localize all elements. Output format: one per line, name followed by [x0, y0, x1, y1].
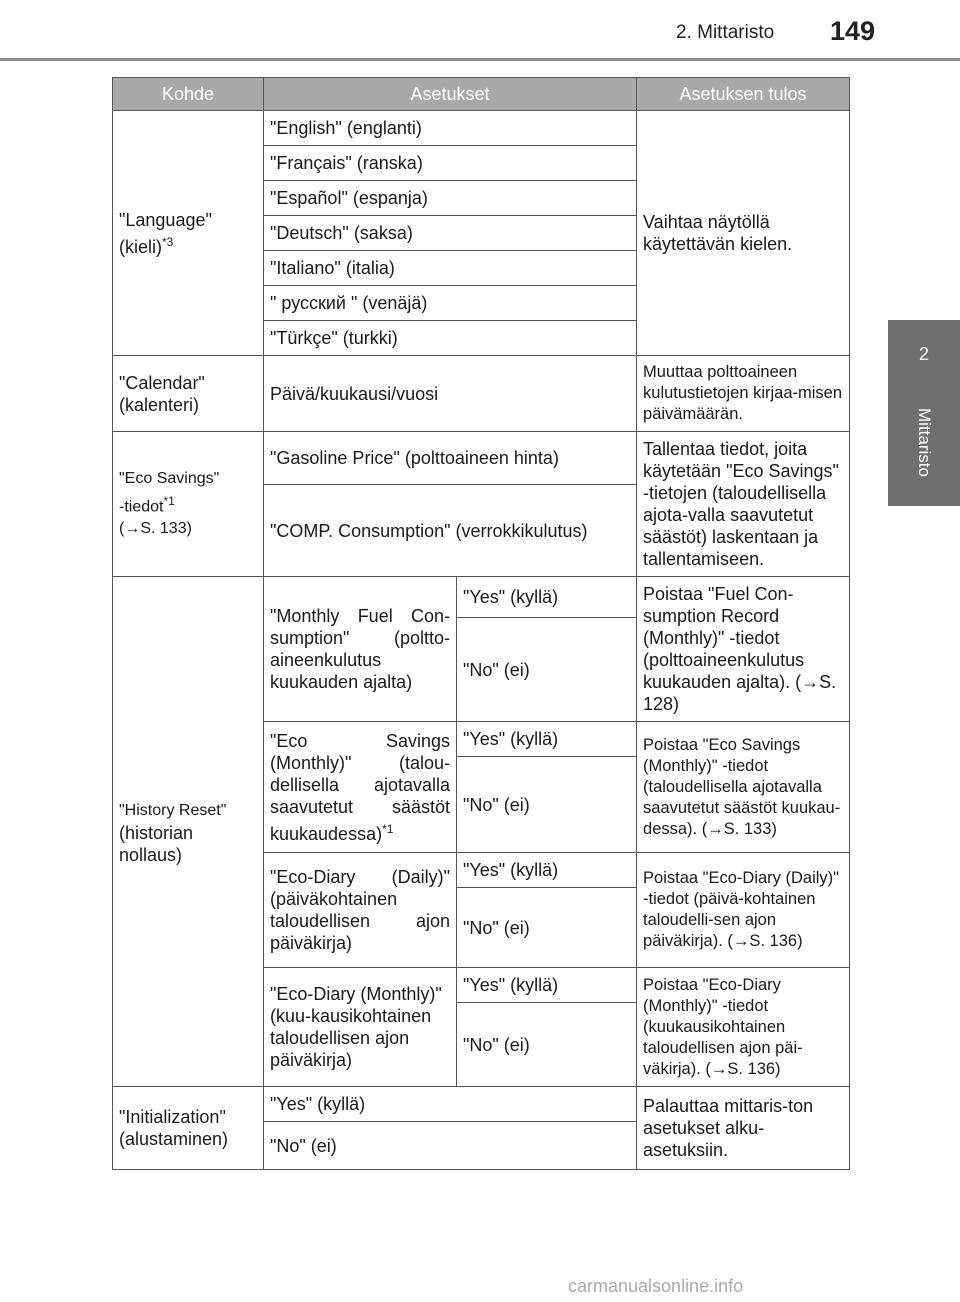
page-number: 149 — [830, 16, 876, 46]
option-no: "No" (ei) — [457, 888, 637, 968]
table-header-row — [113, 78, 850, 111]
option-no: "No" (ei) — [457, 618, 637, 722]
history-result: Poistaa "Eco-Diary (Daily)" -tiedot (päivä-kohtainen taloudelli-sen ajon päiväkirja). (→S. 136) — [637, 853, 850, 968]
item-language — [113, 111, 264, 356]
init-result: Palauttaa mittaris-ton asetukset alku-asetuksiin. — [637, 1087, 850, 1170]
history-result: Poistaa "Eco-Diary (Monthly)" -tiedot (kuukausikohtainen taloudellisen ajon päi-väkirja). (→S. 136) — [637, 968, 850, 1087]
history-result: Poistaa "Eco Savings (Monthly)" -tiedot (taloudellisella ajotavalla saavutetut säästöt kuukau-dessa). (→S. 133) — [637, 722, 850, 853]
settings-table — [112, 77, 849, 1170]
item-history-line2: (historian — [119, 822, 194, 843]
eco-result: Tallentaa tiedot, joita käytetään "Eco Savings" -tietojen (taloudellisella ajota-valla saavutetut säästöt) laskentaan ja tallentamiseen. — [637, 432, 850, 577]
table-row — [113, 577, 850, 618]
eco-option: "COMP. Consumption" (verrokkikulutus) — [264, 485, 637, 577]
history-result: Poistaa "Fuel Con-sumption Record (Monthly)" -tiedot (polttoaineenkulutus kuukauden ajalta). (→S. 128) — [637, 577, 850, 722]
footnote-marker: *3 — [162, 234, 174, 249]
item-calendar — [113, 356, 264, 432]
language-option: "Français" (ranska) — [264, 146, 637, 181]
history-target: "Monthly Fuel Con-sumption" (poltto-aineenkulutus kuukauden ajalta) — [264, 577, 457, 722]
footnote-marker: *1 — [163, 493, 175, 508]
option-yes: "Yes" (kyllä) — [457, 577, 637, 618]
item-language-line2: (kieli) — [119, 236, 162, 257]
eco-option: "Gasoline Price" (polttoaineen hinta) — [264, 432, 637, 485]
language-result: Vaihtaa näytöllä käytettävän kielen. — [637, 111, 850, 356]
language-option: "Türkçe" (turkki) — [264, 321, 637, 356]
item-initialization — [113, 1087, 264, 1170]
item-calendar-line2: (kalenteri) — [119, 394, 200, 415]
table-row — [113, 111, 850, 146]
chapter-tab — [888, 320, 960, 506]
item-eco-line1: "Eco Savings" — [119, 469, 220, 487]
col-header-settings: Asetukset — [264, 78, 637, 111]
history-target: "Eco-Diary (Daily)" (päiväkohtainen taloudellisen ajon päiväkirja) — [264, 853, 457, 968]
language-option: " русский " (venäjä) — [264, 286, 637, 321]
option-yes: "Yes" (kyllä) — [264, 1087, 637, 1122]
header-rule — [0, 58, 960, 61]
history-target — [264, 722, 457, 853]
table-row — [113, 1087, 850, 1122]
item-language-line1: "Language" — [119, 209, 212, 230]
option-yes: "Yes" (kyllä) — [457, 853, 637, 888]
table-row — [113, 356, 850, 432]
footnote-marker: *1 — [382, 821, 394, 836]
language-option: "English" (englanti) — [264, 111, 637, 146]
col-header-result: Asetuksen tulos — [637, 78, 850, 111]
chapter-number: 2 — [918, 344, 929, 364]
page-reference: (→S. 133) — [119, 520, 192, 538]
section-title: 2. Mittaristo — [676, 22, 775, 43]
item-history-line3: nollaus) — [119, 844, 183, 865]
option-no: "No" (ei) — [264, 1122, 637, 1170]
option-yes: "Yes" (kyllä) — [457, 968, 637, 1003]
item-eco-line2: -tiedot — [119, 498, 164, 516]
table-row — [113, 432, 850, 485]
history-target: "Eco-Diary (Monthly)" (kuu-kausikohtainen taloudellisen ajon päiväkirja) — [264, 968, 457, 1087]
item-init-line2: (alustaminen) — [119, 1129, 229, 1149]
item-calendar-line1: "Calendar" — [119, 372, 205, 393]
item-eco-savings — [113, 432, 264, 577]
item-init-line1: "Initialization" — [119, 1107, 226, 1127]
calendar-setting: Päivä/kuukausi/vuosi — [264, 356, 637, 432]
option-no: "No" (ei) — [457, 757, 637, 853]
language-option: "Italiano" (italia) — [264, 251, 637, 286]
language-option: "Español" (espanja) — [264, 181, 637, 216]
option-no: "No" (ei) — [457, 1003, 637, 1087]
language-option: "Deutsch" (saksa) — [264, 216, 637, 251]
col-header-item: Kohde — [113, 78, 264, 111]
watermark: carmanualsonline.info — [568, 1276, 744, 1296]
calendar-result: Muuttaa polttoaineen kulutustietojen kirjaa-misen päivämäärän. — [637, 356, 850, 432]
history-target-text: "Eco Savings (Monthly)" (talou-dellisella ajotavalla saavutetut säästöt kuukaudessa) — [270, 730, 450, 844]
chapter-label: Mittaristo — [915, 408, 934, 477]
item-history-reset — [113, 577, 264, 1087]
option-yes: "Yes" (kyllä) — [457, 722, 637, 757]
item-history-line1: "History Reset" — [119, 801, 227, 819]
